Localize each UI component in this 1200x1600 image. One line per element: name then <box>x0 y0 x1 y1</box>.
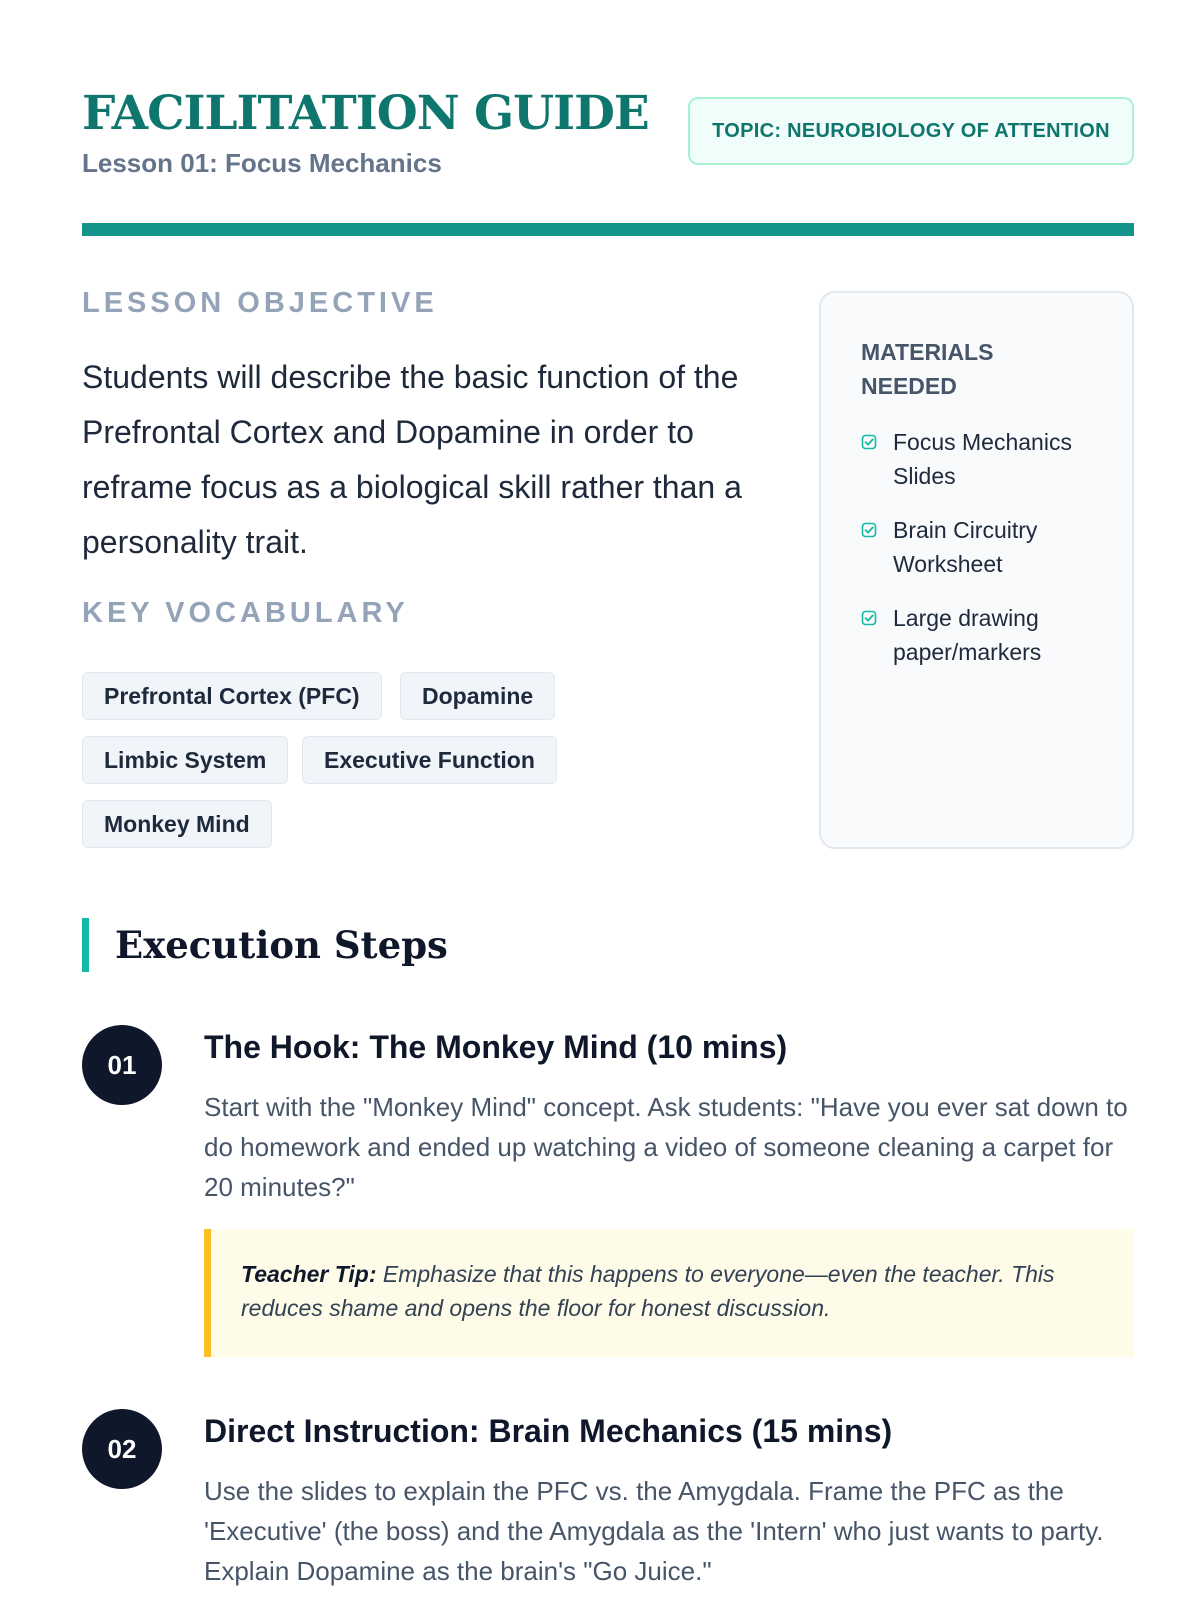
step-body <box>204 1025 1134 1357</box>
page-title: FACILITATION GUIDE <box>82 86 649 141</box>
material-item-label: Large drawing paper/markers <box>893 605 1042 665</box>
step-number-badge: 01 <box>82 1025 162 1105</box>
vocab-chip-executive-function: Executive Function <box>302 736 557 784</box>
step-description: Start with the "Monkey Mind" concept. Ask students: "Have you ever sat down to do homework and ended up watching a video of someone cleaning a carpet for 20 minutes?" <box>204 1092 1128 1202</box>
teacher-tip-text: Emphasize that this happens to everyone—even the teacher. This reduces shame and opens the floor for honest discussion. <box>241 1261 1055 1321</box>
materials-list <box>861 425 1092 669</box>
step-number-badge: 02 <box>82 1409 162 1489</box>
material-item-label: Focus Mechanics Slides <box>893 429 1072 489</box>
header-divider <box>82 223 1134 236</box>
vocab-chip-limbic-system: Limbic System <box>82 736 288 784</box>
vocab-chip-dopamine: Dopamine <box>400 672 555 720</box>
step-title: Direct Instruction: Brain Mechanics (15 mins) <box>204 1413 893 1449</box>
checkbox-checked-icon <box>861 522 877 538</box>
step-body <box>204 1409 1134 1591</box>
material-item <box>861 601 1092 669</box>
teacher-tip-label: Teacher Tip: <box>241 1261 377 1287</box>
header <box>82 88 1134 188</box>
topic-badge: TOPIC: NEUROBIOLOGY OF ATTENTION <box>688 97 1134 165</box>
material-item-label: Brain Circuitry Worksheet <box>893 517 1038 577</box>
step-title: The Hook: The Monkey Mind (10 mins) <box>204 1029 788 1065</box>
vocab-chip-monkey-mind: Monkey Mind <box>82 800 272 848</box>
material-item <box>861 513 1092 581</box>
lesson-objective-label: LESSON OBJECTIVE <box>82 287 438 319</box>
vocab-chip-pfc: Prefrontal Cortex (PFC) <box>82 672 382 720</box>
material-item <box>861 425 1092 493</box>
teacher-tip-callout <box>204 1229 1134 1357</box>
lesson-subtitle: Lesson 01: Focus Mechanics <box>82 148 442 178</box>
checkbox-checked-icon <box>861 434 877 450</box>
key-vocabulary-label: KEY VOCABULARY <box>82 597 409 629</box>
step-description: Use the slides to explain the PFC vs. the Amygdala. Frame the PFC as the 'Executive' (the boss) and the Amygdala as the 'Intern' who just wants to party. Explain Dopamine as the brain's "Go Juice." <box>204 1476 1104 1586</box>
checkbox-checked-icon <box>861 610 877 626</box>
materials-panel <box>819 291 1134 849</box>
lesson-objective-text: Students will describe the basic function of the Prefrontal Cortex and Dopamine in order to reframe focus as a biological skill rather than a personality trait. <box>82 359 742 560</box>
execution-steps-heading: Execution Steps <box>82 918 448 972</box>
materials-title: MATERIALS NEEDED <box>861 339 994 399</box>
